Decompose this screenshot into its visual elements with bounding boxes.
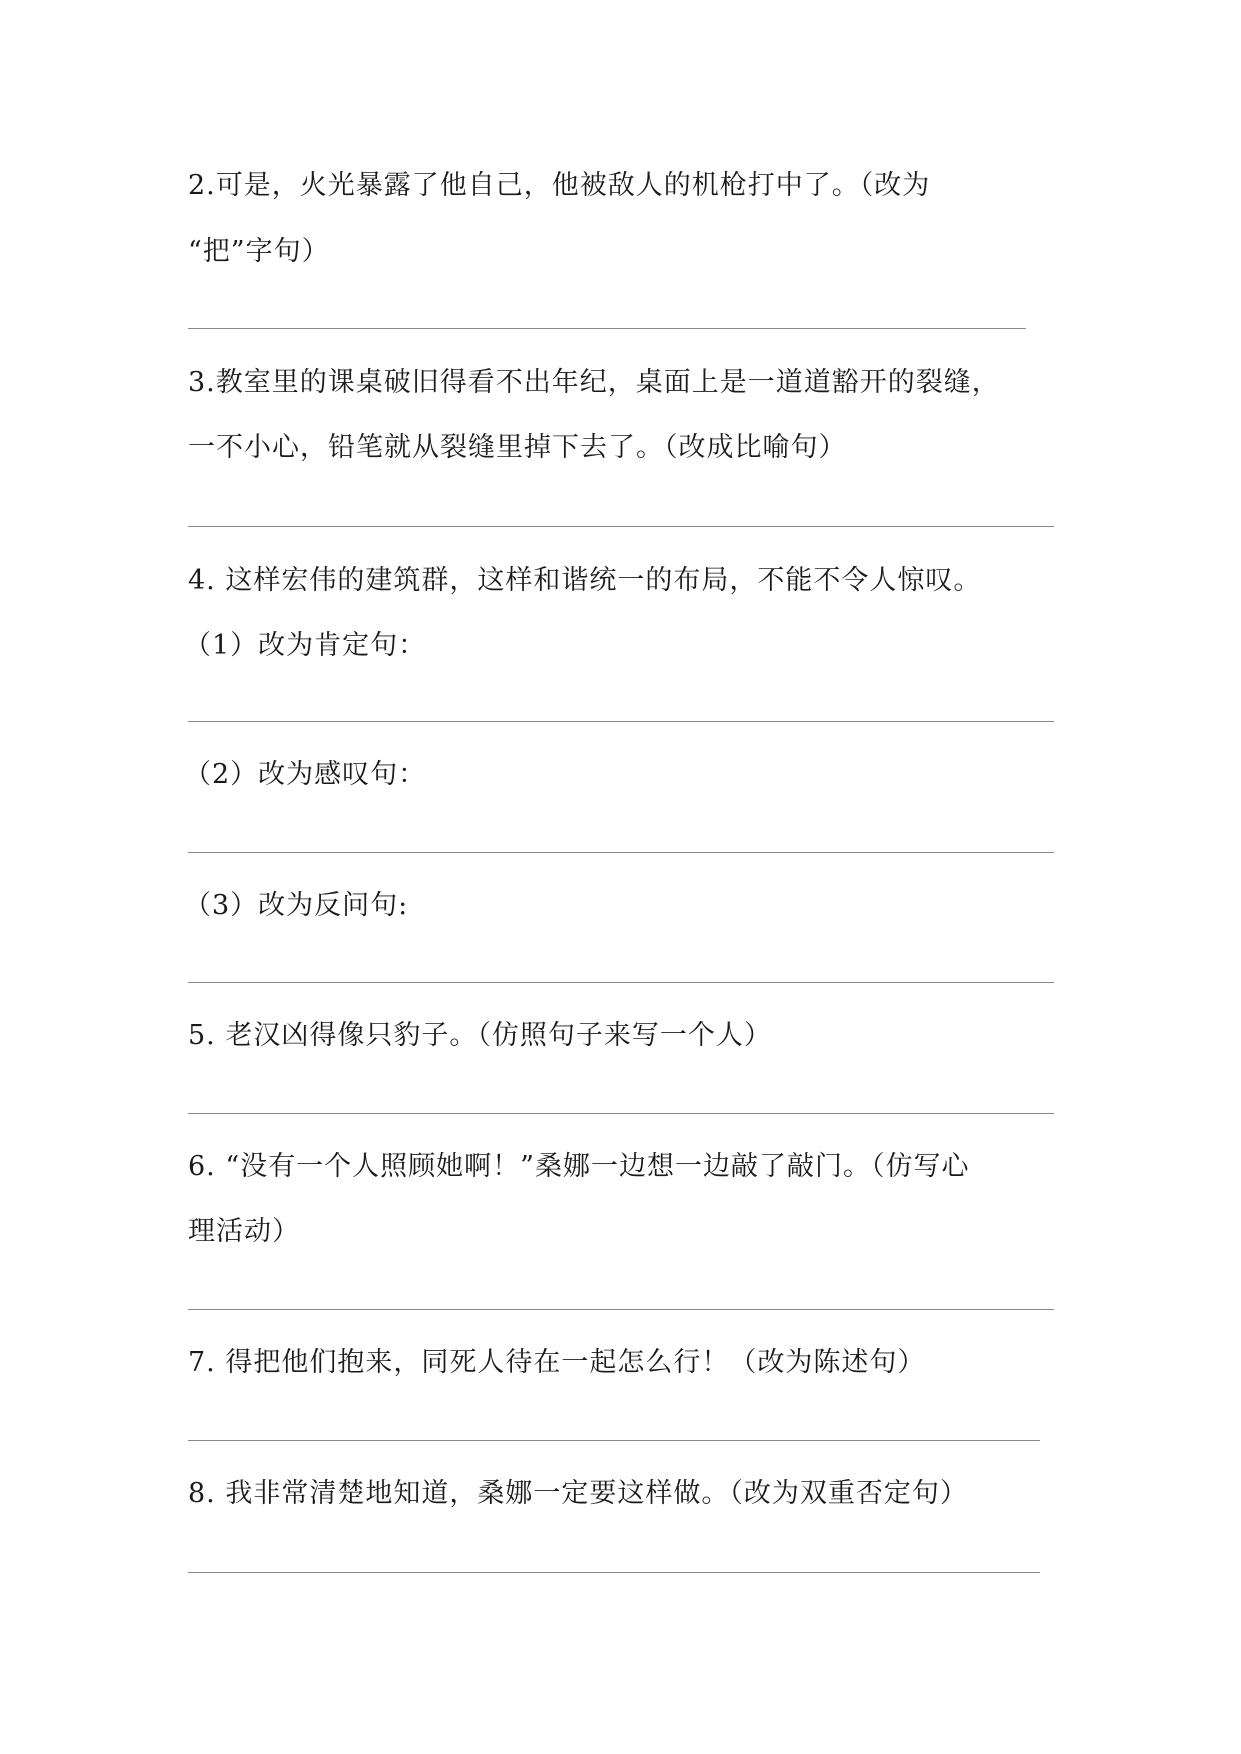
question-4-sub-3-answer-line[interactable]: [188, 982, 1054, 983]
question-6-text-line-2: 理活动）: [188, 1216, 300, 1247]
question-6-text-line-1: 6. “没有一个人照顾她啊！”桑娜一边想一边敲了敲门。（仿写心: [188, 1151, 970, 1182]
question-5-answer-line[interactable]: [188, 1113, 1054, 1114]
question-5-text: 5. 老汉凶得像只豹子。（仿照句子来写一个人）: [188, 1020, 772, 1051]
question-4-text: 4. 这样宏伟的建筑群，这样和谐统一的布局，不能不令人惊叹。: [188, 565, 982, 596]
question-2-answer-line[interactable]: [188, 328, 1026, 329]
question-3-answer-line[interactable]: [188, 526, 1054, 527]
question-4-sub-2: （2）改为感叹句：: [184, 759, 427, 790]
question-4-sub-2-answer-line[interactable]: [188, 852, 1054, 853]
question-6-answer-line[interactable]: [188, 1309, 1054, 1310]
question-2-text-line-1: 2.可是，火光暴露了他自己，他被敌人的机枪打中了。（改为: [188, 170, 931, 201]
question-3-text-line-2: 一不小心，铅笔就从裂缝里掉下去了。（改成比喻句）: [188, 432, 847, 463]
question-7-text: 7. 得把他们抱来，同死人待在一起怎么行！（改为陈述句）: [188, 1347, 926, 1378]
question-3-text-line-1: 3.教室里的课桌破旧得看不出年纪，桌面上是一道道豁开的裂缝，: [188, 367, 1000, 398]
question-4-sub-1: （1）改为肯定句：: [184, 630, 427, 661]
question-8-answer-line[interactable]: [188, 1572, 1040, 1573]
question-2-text-line-2: “把”字句）: [188, 236, 330, 267]
question-8-text: 8. 我非常清楚地知道，桑娜一定要这样做。（改为双重否定句）: [188, 1478, 968, 1509]
question-4-sub-1-answer-line[interactable]: [188, 721, 1054, 722]
question-4-sub-3: （3）改为反问句:: [184, 890, 409, 921]
question-7-answer-line[interactable]: [188, 1440, 1040, 1441]
